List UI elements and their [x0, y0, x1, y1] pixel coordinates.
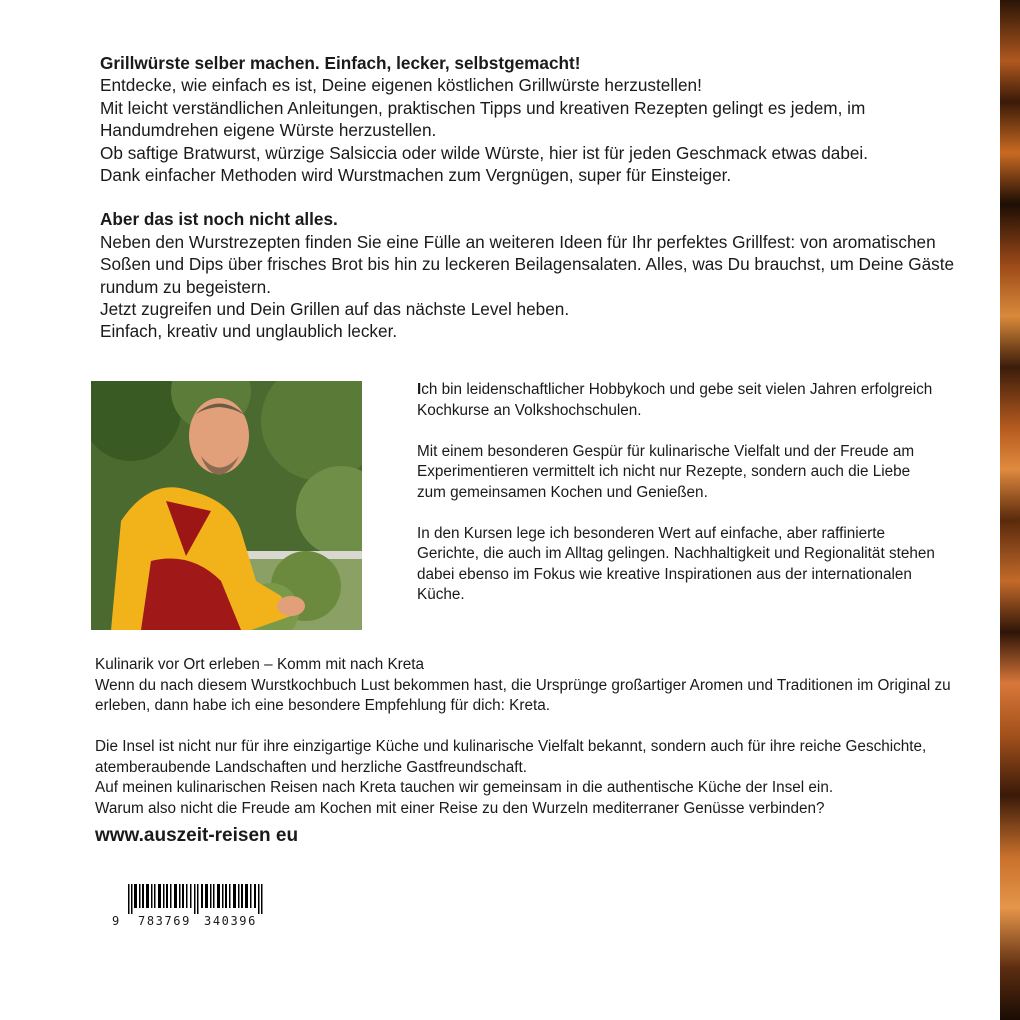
kreta-paragraph: Wenn du nach diesem Wurstkochbuch Lust bekommen hast, die Ursprünge großartiger Aromen und Traditionen im Original zu erleben, dann habe ich eine besondere Empfehlung für dich: Kreta.: [95, 676, 951, 714]
blurb-line: Dank einfacher Methoden wird Wurstmachen zum Vergnügen, super für Einsteiger.: [100, 165, 732, 186]
isbn-lead-digit: 9: [112, 914, 121, 928]
more-line: Jetzt zugreifen und Dein Grillen auf das nächste Level heben.: [100, 299, 570, 320]
more-line: Neben den Wurstrezepten finden Sie eine Fülle an weiteren Ideen für Ihr perfektes Grillfest: von aromatischen Soßen und Dips über frisches Brot bis hin zu leckeren Beilagensalaten. Alles, was Du brauchst, um Deine Gäste rundum zu begeistern.: [100, 231, 955, 297]
author-bio: [417, 380, 937, 606]
website-link[interactable]: www.auszeit-reisen eu: [95, 825, 299, 846]
kreta-heading: Kulinarik vor Ort erleben – Komm mit nach Kreta: [95, 656, 425, 673]
kreta-section: [95, 655, 975, 849]
isbn-barcode: [112, 884, 282, 928]
blurb-block: [100, 52, 980, 343]
blurb-line: Ob saftige Bratwurst, würzige Salsiccia oder wilde Würste, hier ist für jeden Geschmack etwas dabei.: [100, 142, 869, 163]
blurb-line: Mit leicht verständlichen Anleitungen, praktischen Tipps und kreativen Rezepten gelingt es jedem, im Handumdrehen eigene Würste herzustellen.: [100, 97, 866, 141]
bio-paragraph: In den Kursen lege ich besonderen Wert auf einfache, aber raffinierte Gerichte, die auch im Alltag gelingen. Nachhaltigkeit und Regionalität stehen dabei ebenso im Fokus wie kreative Inspirationen aus der internationalen Küche.: [417, 524, 935, 603]
kreta-paragraph: Warum also nicht die Freude am Kochen mit einer Reise zu den Wurzeln mediterraner Genüsse verbinden?: [95, 799, 825, 817]
bio-paragraph: Mit einem besonderen Gespür für kulinarische Vielfalt und der Freude am Experimentieren vermittelt ich nicht nur Rezepte, sondern auch die Liebe zum gemeinsamen Kochen und Genießen.: [417, 442, 915, 501]
blurb-heading: Grillwürste selber machen. Einfach, lecker, selbstgemacht!: [100, 53, 581, 73]
food-photo-edge-strip: [1000, 0, 1020, 1020]
isbn-group-2: 340396: [204, 914, 257, 928]
more-line: Einfach, kreativ und unglaublich lecker.: [100, 321, 398, 342]
bio-initial: I: [417, 381, 422, 398]
kreta-paragraph: Die Insel ist nicht nur für ihre einzigartige Küche und kulinarische Vielfalt bekannt, sondern auch für ihre reiche Geschichte, atemberaubende Landschaften und herzliche Gastfreundschaft.: [95, 738, 927, 776]
blurb-line: Entdecke, wie einfach es ist, Deine eigenen köstlichen Grillwürste herzustellen!: [100, 75, 702, 96]
author-photo: [91, 381, 362, 630]
barcode-bars: [112, 884, 282, 914]
bio-paragraph-text: ch bin leidenschaftlicher Hobbykoch und gebe seit vielen Jahren erfolgreich Kochkurse an Volkshochschulen.: [417, 381, 933, 419]
more-heading: Aber das ist noch nicht alles.: [100, 209, 338, 230]
kreta-paragraph: Auf meinen kulinarischen Reisen nach Kreta tauchen wir gemeinsam in die authentische Küche der Insel ein.: [95, 779, 834, 796]
bio-paragraph: [417, 380, 937, 421]
isbn-group-1: 783769: [138, 914, 191, 928]
